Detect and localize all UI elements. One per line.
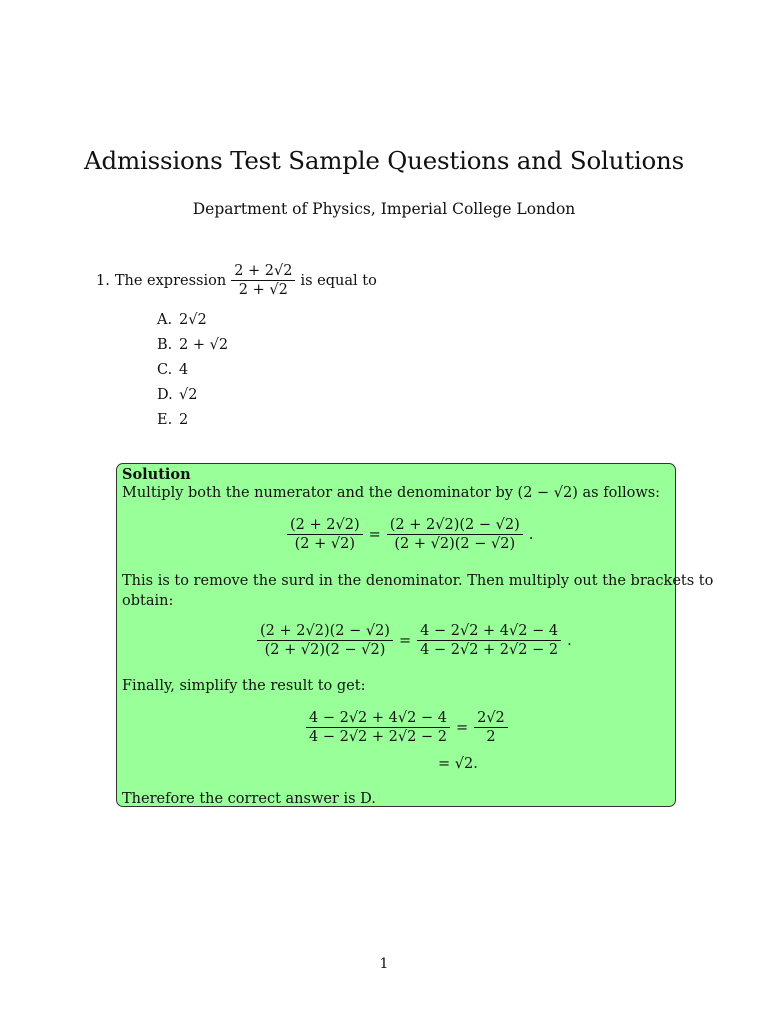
page-number: 1 bbox=[379, 956, 389, 972]
fraction-denominator: 4 − 2√2 + 2√2 − 2 bbox=[420, 642, 559, 659]
question-expression bbox=[231, 262, 295, 299]
question-number: 1. bbox=[96, 272, 110, 289]
fraction-numerator: 2√2 bbox=[477, 710, 505, 726]
document-title: Admissions Test Sample Questions and Solutions bbox=[84, 146, 684, 175]
solution-line-2a: This is to remove the surd in the denominator. Then multiply out the brackets to bbox=[122, 573, 714, 589]
equation-1 bbox=[287, 516, 533, 553]
option-label: C. bbox=[157, 362, 173, 378]
document-subtitle: Department of Physics, Imperial College London bbox=[192, 200, 576, 218]
option-text: 2 + √2 bbox=[179, 337, 229, 353]
option-c bbox=[157, 362, 188, 378]
option-label: D. bbox=[157, 387, 173, 403]
eq1-rhs bbox=[387, 516, 523, 553]
expression-denominator: 2 + √2 bbox=[238, 282, 288, 299]
fraction-denominator: (2 + √2) bbox=[294, 536, 355, 553]
solution-line-3: Finally, simplify the result to get: bbox=[122, 678, 366, 694]
equation-end: . bbox=[528, 526, 534, 543]
question-suffix: is equal to bbox=[300, 272, 377, 289]
solution-line-2b: obtain: bbox=[122, 593, 174, 609]
option-a bbox=[157, 312, 207, 328]
fraction-denominator: (2 + √2)(2 − √2) bbox=[264, 642, 386, 659]
fraction-numerator: (2 + 2√2)(2 − √2) bbox=[260, 623, 390, 639]
fraction-numerator: 4 − 2√2 + 4√2 − 4 bbox=[420, 623, 559, 639]
option-text: √2 bbox=[179, 387, 198, 403]
option-d bbox=[157, 387, 197, 403]
solution-conclusion: Therefore the correct answer is D. bbox=[122, 791, 376, 807]
option-label: E. bbox=[157, 412, 173, 428]
eq3-rhs bbox=[474, 709, 508, 746]
option-label: A. bbox=[157, 312, 173, 328]
option-e bbox=[157, 412, 188, 428]
fraction-numerator: (2 + 2√2) bbox=[290, 517, 360, 533]
equation-3 bbox=[306, 709, 508, 746]
eq2-lhs bbox=[257, 622, 393, 659]
equals-sign: = bbox=[455, 719, 469, 736]
solution-line-1: Multiply both the numerator and the denominator by (2 − √2) as follows: bbox=[122, 485, 661, 501]
solution-heading: Solution bbox=[122, 466, 191, 483]
option-text: 4 bbox=[179, 362, 189, 378]
fraction-numerator: (2 + 2√2)(2 − √2) bbox=[389, 517, 520, 533]
expression-numerator: 2 + 2√2 bbox=[234, 263, 293, 279]
equals-sign: = bbox=[368, 526, 381, 543]
option-b bbox=[157, 337, 228, 353]
option-label: B. bbox=[157, 337, 173, 353]
fraction-denominator: (2 + √2)(2 − √2) bbox=[394, 536, 516, 553]
eq2-rhs bbox=[417, 622, 561, 659]
fraction-denominator: 4 − 2√2 + 2√2 − 2 bbox=[309, 729, 447, 746]
fraction-denominator: 2 bbox=[486, 729, 496, 746]
option-text: 2 bbox=[179, 412, 189, 428]
equation-3-line-2: = √2. bbox=[438, 756, 478, 772]
question-prefix: The expression bbox=[114, 272, 227, 289]
equation-end: . bbox=[567, 632, 572, 649]
equals-sign: = bbox=[398, 632, 412, 649]
equation-2 bbox=[257, 622, 572, 659]
eq3-lhs bbox=[306, 709, 450, 746]
option-text: 2√2 bbox=[179, 312, 207, 328]
fraction-numerator: 4 − 2√2 + 4√2 − 4 bbox=[309, 710, 447, 726]
eq1-lhs bbox=[287, 516, 363, 553]
question-1 bbox=[96, 262, 377, 299]
